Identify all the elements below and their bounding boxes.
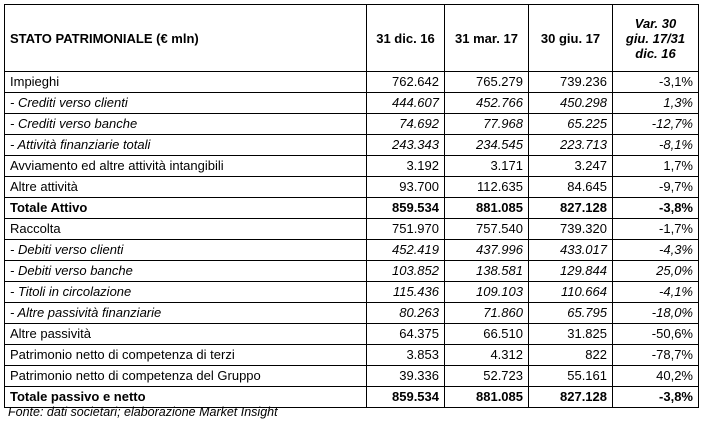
value-variation: -9,7%: [613, 177, 699, 198]
header-variation-line-1: Var. 30: [634, 15, 677, 31]
value-dic16: 74.692: [367, 114, 445, 135]
row-label: Raccolta: [5, 219, 367, 240]
value-variation: -78,7%: [613, 345, 699, 366]
value-variation: -3,8%: [613, 387, 699, 408]
value-variation: 1,3%: [613, 93, 699, 114]
header-date-2: 31 mar. 17: [445, 5, 529, 72]
value-mar17: 881.085: [445, 198, 529, 219]
row-label: Avviamento ed altre attività intangibili: [5, 156, 367, 177]
value-giu17: 433.017: [529, 240, 613, 261]
total-row: [5, 198, 699, 219]
value-dic16: 859.534: [367, 198, 445, 219]
value-mar17: 66.510: [445, 324, 529, 345]
value-giu17: 31.825: [529, 324, 613, 345]
value-giu17: 3.247: [529, 156, 613, 177]
header-date-1: 31 dic. 16: [367, 5, 445, 72]
value-giu17: 129.844: [529, 261, 613, 282]
value-variation: 40,2%: [613, 366, 699, 387]
row-label: Patrimonio netto di competenza del Gruppo: [5, 366, 367, 387]
row-label: - Titoli in circolazione: [5, 282, 367, 303]
value-giu17: 739.320: [529, 219, 613, 240]
value-variation: 25,0%: [613, 261, 699, 282]
value-mar17: 112.635: [445, 177, 529, 198]
table-row: [5, 303, 699, 324]
value-variation: -3,1%: [613, 72, 699, 93]
value-mar17: 4.312: [445, 345, 529, 366]
value-dic16: 115.436: [367, 282, 445, 303]
table-row: [5, 114, 699, 135]
value-mar17: 109.103: [445, 282, 529, 303]
table-row: [5, 261, 699, 282]
value-variation: -50,6%: [613, 324, 699, 345]
table-row: [5, 93, 699, 114]
header-date-3: 30 giu. 17: [529, 5, 613, 72]
value-mar17: 71.860: [445, 303, 529, 324]
value-giu17: 65.795: [529, 303, 613, 324]
value-dic16: 452.419: [367, 240, 445, 261]
header-variation-line-3: dic. 16: [635, 45, 676, 61]
value-giu17: 822: [529, 345, 613, 366]
value-dic16: 859.534: [367, 387, 445, 408]
value-dic16: 103.852: [367, 261, 445, 282]
value-variation: -18,0%: [613, 303, 699, 324]
value-dic16: 64.375: [367, 324, 445, 345]
value-variation: -3,8%: [613, 198, 699, 219]
value-mar17: 765.279: [445, 72, 529, 93]
value-giu17: 55.161: [529, 366, 613, 387]
value-variation: -4,3%: [613, 240, 699, 261]
value-mar17: 77.968: [445, 114, 529, 135]
table-row: [5, 366, 699, 387]
table-row: [5, 219, 699, 240]
value-dic16: 762.642: [367, 72, 445, 93]
row-label: - Crediti verso clienti: [5, 93, 367, 114]
value-mar17: 452.766: [445, 93, 529, 114]
value-giu17: 223.713: [529, 135, 613, 156]
value-mar17: 757.540: [445, 219, 529, 240]
row-label: - Debiti verso banche: [5, 261, 367, 282]
value-dic16: 3.853: [367, 345, 445, 366]
value-variation: -4,1%: [613, 282, 699, 303]
value-variation: -8,1%: [613, 135, 699, 156]
row-label: - Attività finanziarie totali: [5, 135, 367, 156]
row-label: Patrimonio netto di competenza di terzi: [5, 345, 367, 366]
value-mar17: 437.996: [445, 240, 529, 261]
row-label: Impieghi: [5, 72, 367, 93]
value-dic16: 243.343: [367, 135, 445, 156]
source-note: Fonte: dati societari; elaborazione Market Insight: [8, 405, 278, 419]
row-label: Altre passività: [5, 324, 367, 345]
value-giu17: 84.645: [529, 177, 613, 198]
value-mar17: 234.545: [445, 135, 529, 156]
table-row: [5, 345, 699, 366]
row-label: Totale Attivo: [5, 198, 367, 219]
value-variation: 1,7%: [613, 156, 699, 177]
header-row: [5, 5, 699, 72]
table-row: [5, 72, 699, 93]
row-label: - Debiti verso clienti: [5, 240, 367, 261]
row-label: - Altre passività finanziarie: [5, 303, 367, 324]
value-dic16: 93.700: [367, 177, 445, 198]
table-row: [5, 135, 699, 156]
value-mar17: 881.085: [445, 387, 529, 408]
header-variation-line-2: giu. 17/31: [625, 30, 686, 46]
value-mar17: 52.723: [445, 366, 529, 387]
value-variation: -1,7%: [613, 219, 699, 240]
value-dic16: 444.607: [367, 93, 445, 114]
value-dic16: 80.263: [367, 303, 445, 324]
value-giu17: 827.128: [529, 198, 613, 219]
value-dic16: 39.336: [367, 366, 445, 387]
table-row: [5, 240, 699, 261]
value-giu17: 65.225: [529, 114, 613, 135]
row-label: Totale passivo e netto: [5, 387, 367, 408]
table-row: [5, 324, 699, 345]
header-variation: [613, 5, 699, 72]
row-label: Altre attività: [5, 177, 367, 198]
table-row: [5, 156, 699, 177]
balance-sheet-table: [4, 4, 699, 408]
value-dic16: 3.192: [367, 156, 445, 177]
value-giu17: 450.298: [529, 93, 613, 114]
value-giu17: 739.236: [529, 72, 613, 93]
table-row: [5, 177, 699, 198]
row-label: - Crediti verso banche: [5, 114, 367, 135]
value-dic16: 751.970: [367, 219, 445, 240]
value-giu17: 827.128: [529, 387, 613, 408]
value-mar17: 3.171: [445, 156, 529, 177]
table-row: [5, 282, 699, 303]
value-variation: -12,7%: [613, 114, 699, 135]
header-label: STATO PATRIMONIALE (€ mln): [5, 5, 367, 72]
value-giu17: 110.664: [529, 282, 613, 303]
value-mar17: 138.581: [445, 261, 529, 282]
